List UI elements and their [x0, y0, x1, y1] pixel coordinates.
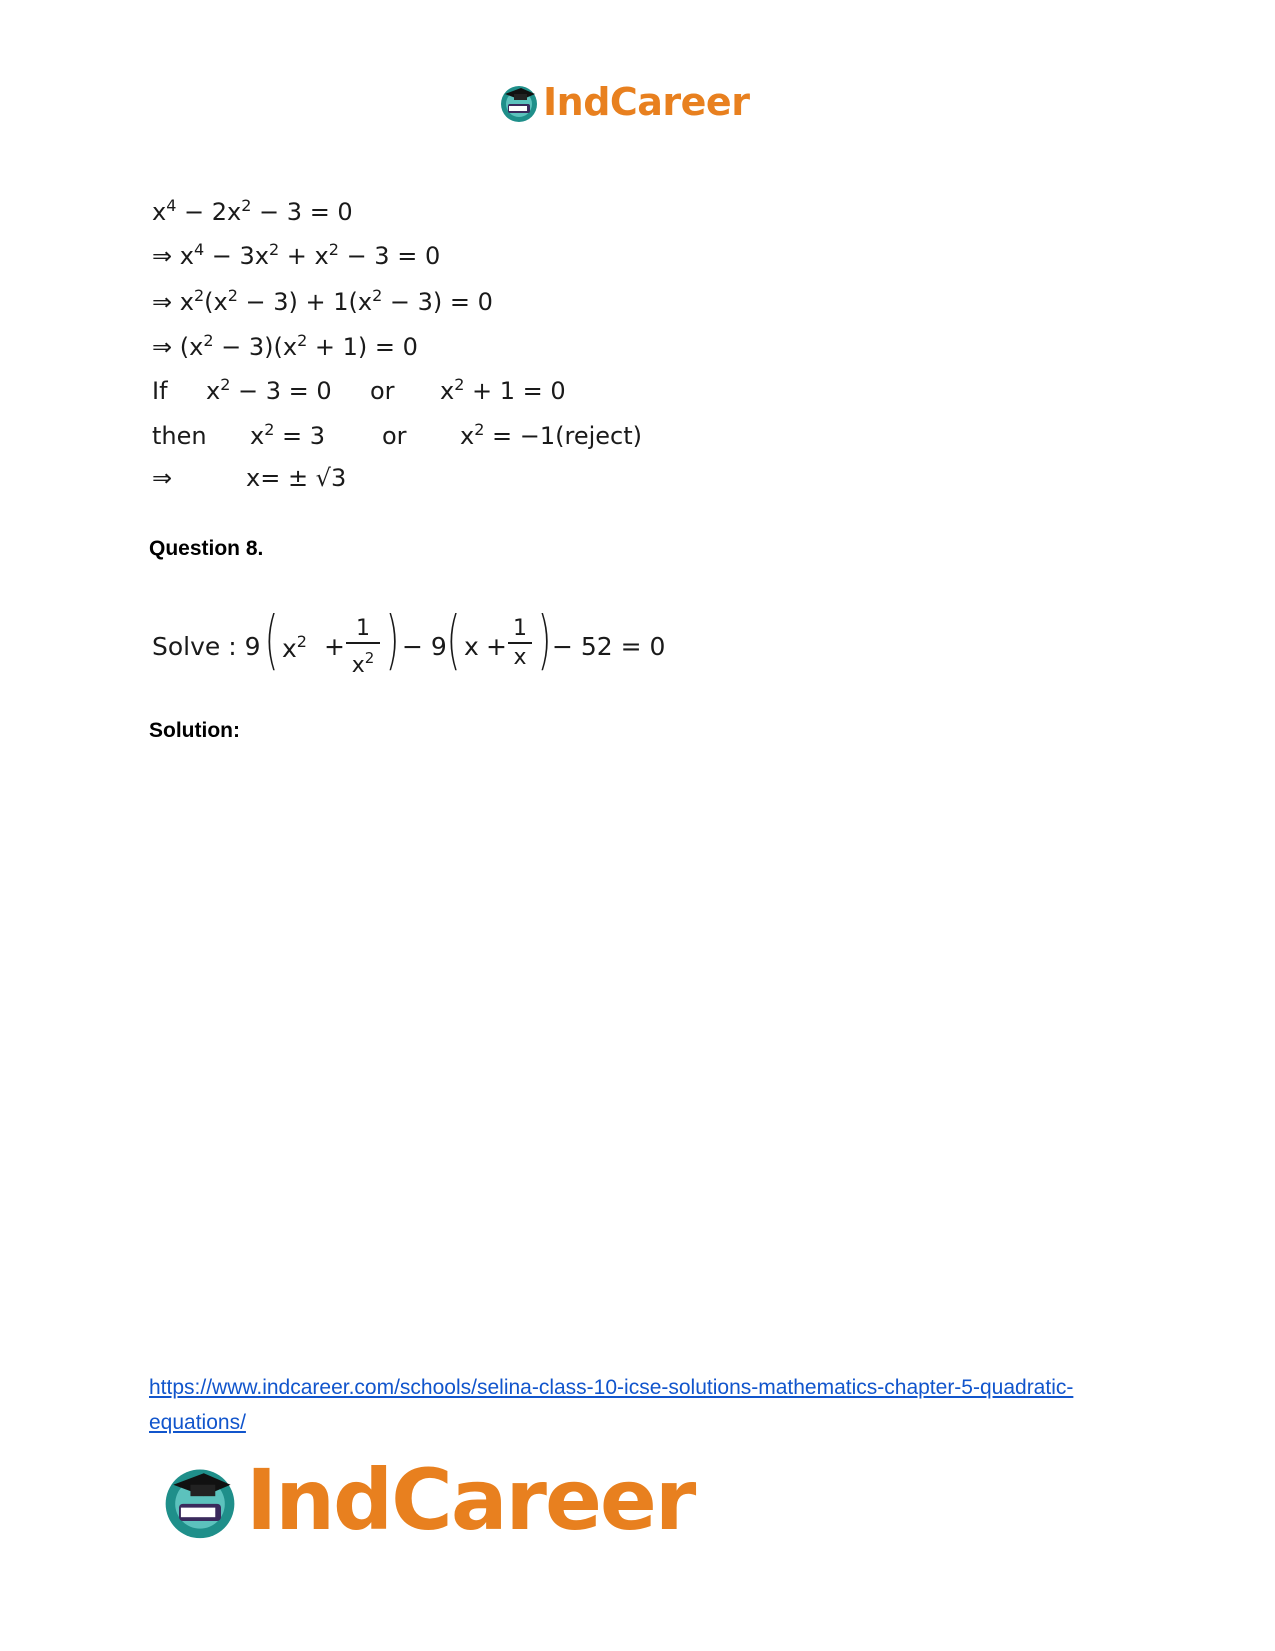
- step-line-1: $x^4 - 2x^2 - 3 = 0$: [152, 196, 353, 226]
- logo-wordmark: IndCareer: [246, 1451, 695, 1549]
- fraction-one-over-x: 1 x: [508, 616, 532, 672]
- solution-steps: $x^4 - 2x^2 - 3 = 0$ ⇒ $x^4 - 3x^2 + x^2 - 3 = 0$ ⇒ $x^2(x^2 - 3) + 1(x^2 - 3) = 0$ ⇒ $(x^2 - 3)(x^2 + 1) = 0$ If $x^2 - 3 = 0$ or $x^2 + 1 = 0$ then $x^2 = 3$ or $x^2$ = −1(reject) ⇒ x= ± √3: [152, 196, 643, 492]
- step-line-2: ⇒ $x^4 - 3x^2 + x^2 - 3 = 0$: [152, 240, 441, 270]
- question-heading: Question 8.: [149, 537, 264, 560]
- fraction-one-over-x-squared: 1 $x^2$: [346, 616, 380, 680]
- step-line-3: ⇒ $x^2(x^2 - 3) + 1(x^2 - 3) = 0$: [152, 286, 493, 316]
- step-line-4: ⇒ $(x^2 - 3)(x^2 + 1) = 0$: [152, 331, 418, 361]
- graduation-cap-globe-icon: [158, 1458, 242, 1542]
- source-link[interactable]: https://www.indcareer.com/schools/selina-class-10-icse-solutions-mathematics-chapter-5-quadratic-equations/: [149, 1376, 1074, 1434]
- indcareer-logo-bottom: [158, 1451, 695, 1549]
- graduation-cap-globe-icon: [497, 80, 541, 124]
- solution-heading: Solution:: [149, 719, 240, 742]
- indcareer-logo-top: [497, 78, 749, 126]
- question-equation: Solve : 9 ( $x^2$ + 1 $x^2$ ) − 9 ( x + 1 x ) − 52 = 0: [152, 604, 666, 678]
- logo-wordmark: IndCareer: [543, 80, 750, 124]
